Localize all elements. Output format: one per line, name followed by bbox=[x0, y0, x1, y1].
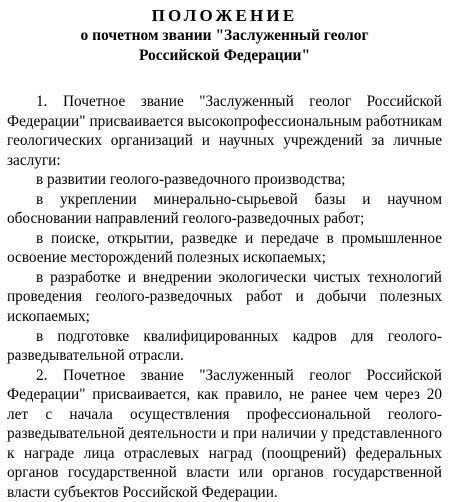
list-item-production: в развитии геолого-разведочного производства; bbox=[36, 171, 346, 189]
document-subtitle-line-2: Российской Федерации" bbox=[138, 46, 311, 64]
list-item-resource-base: в укреплении минерально-сырьевой базы и научном обосновании направлений геолого-разведочных работ; bbox=[7, 190, 442, 228]
list-item-eco-technologies: в разработке и внедрении экологически чистых технологий проведения геолого-разведочных работ и добычи полезных ископаемых; bbox=[7, 268, 442, 326]
paragraph-2-conditions: 2. Почетное звание "Заслуженный геолог Российской Федерации" присваивается, как правило, не ранее чем через 20 лет с начала осуществления профессиональной геолого-разведывательной деятельности и при наличии у представленного к награде лица отраслевых наград (поощрений) федеральных органов государственной власти или органов государственной власти субъектов Российской Федерации. bbox=[7, 366, 442, 501]
document-body bbox=[7, 92, 442, 502]
document-title: ПОЛОЖЕНИЕ bbox=[151, 6, 298, 25]
document-subtitle-line-1: о почетном звании "Заслуженный геолог bbox=[80, 27, 369, 44]
list-item-personnel-training: в подготовке квалифицированных кадров для геолого-разведывательной отрасли. bbox=[7, 327, 442, 365]
list-item-exploration: в поиске, открытии, разведке и передаче в промышленное освоение месторождений полезных ископаемых; bbox=[7, 229, 442, 267]
paragraph-1-intro: 1. Почетное звание "Заслуженный геолог Российской Федерации" присваивается высокопрофессиональным работникам геологических организаций и научных учреждений за личные заслуги: bbox=[7, 93, 442, 169]
